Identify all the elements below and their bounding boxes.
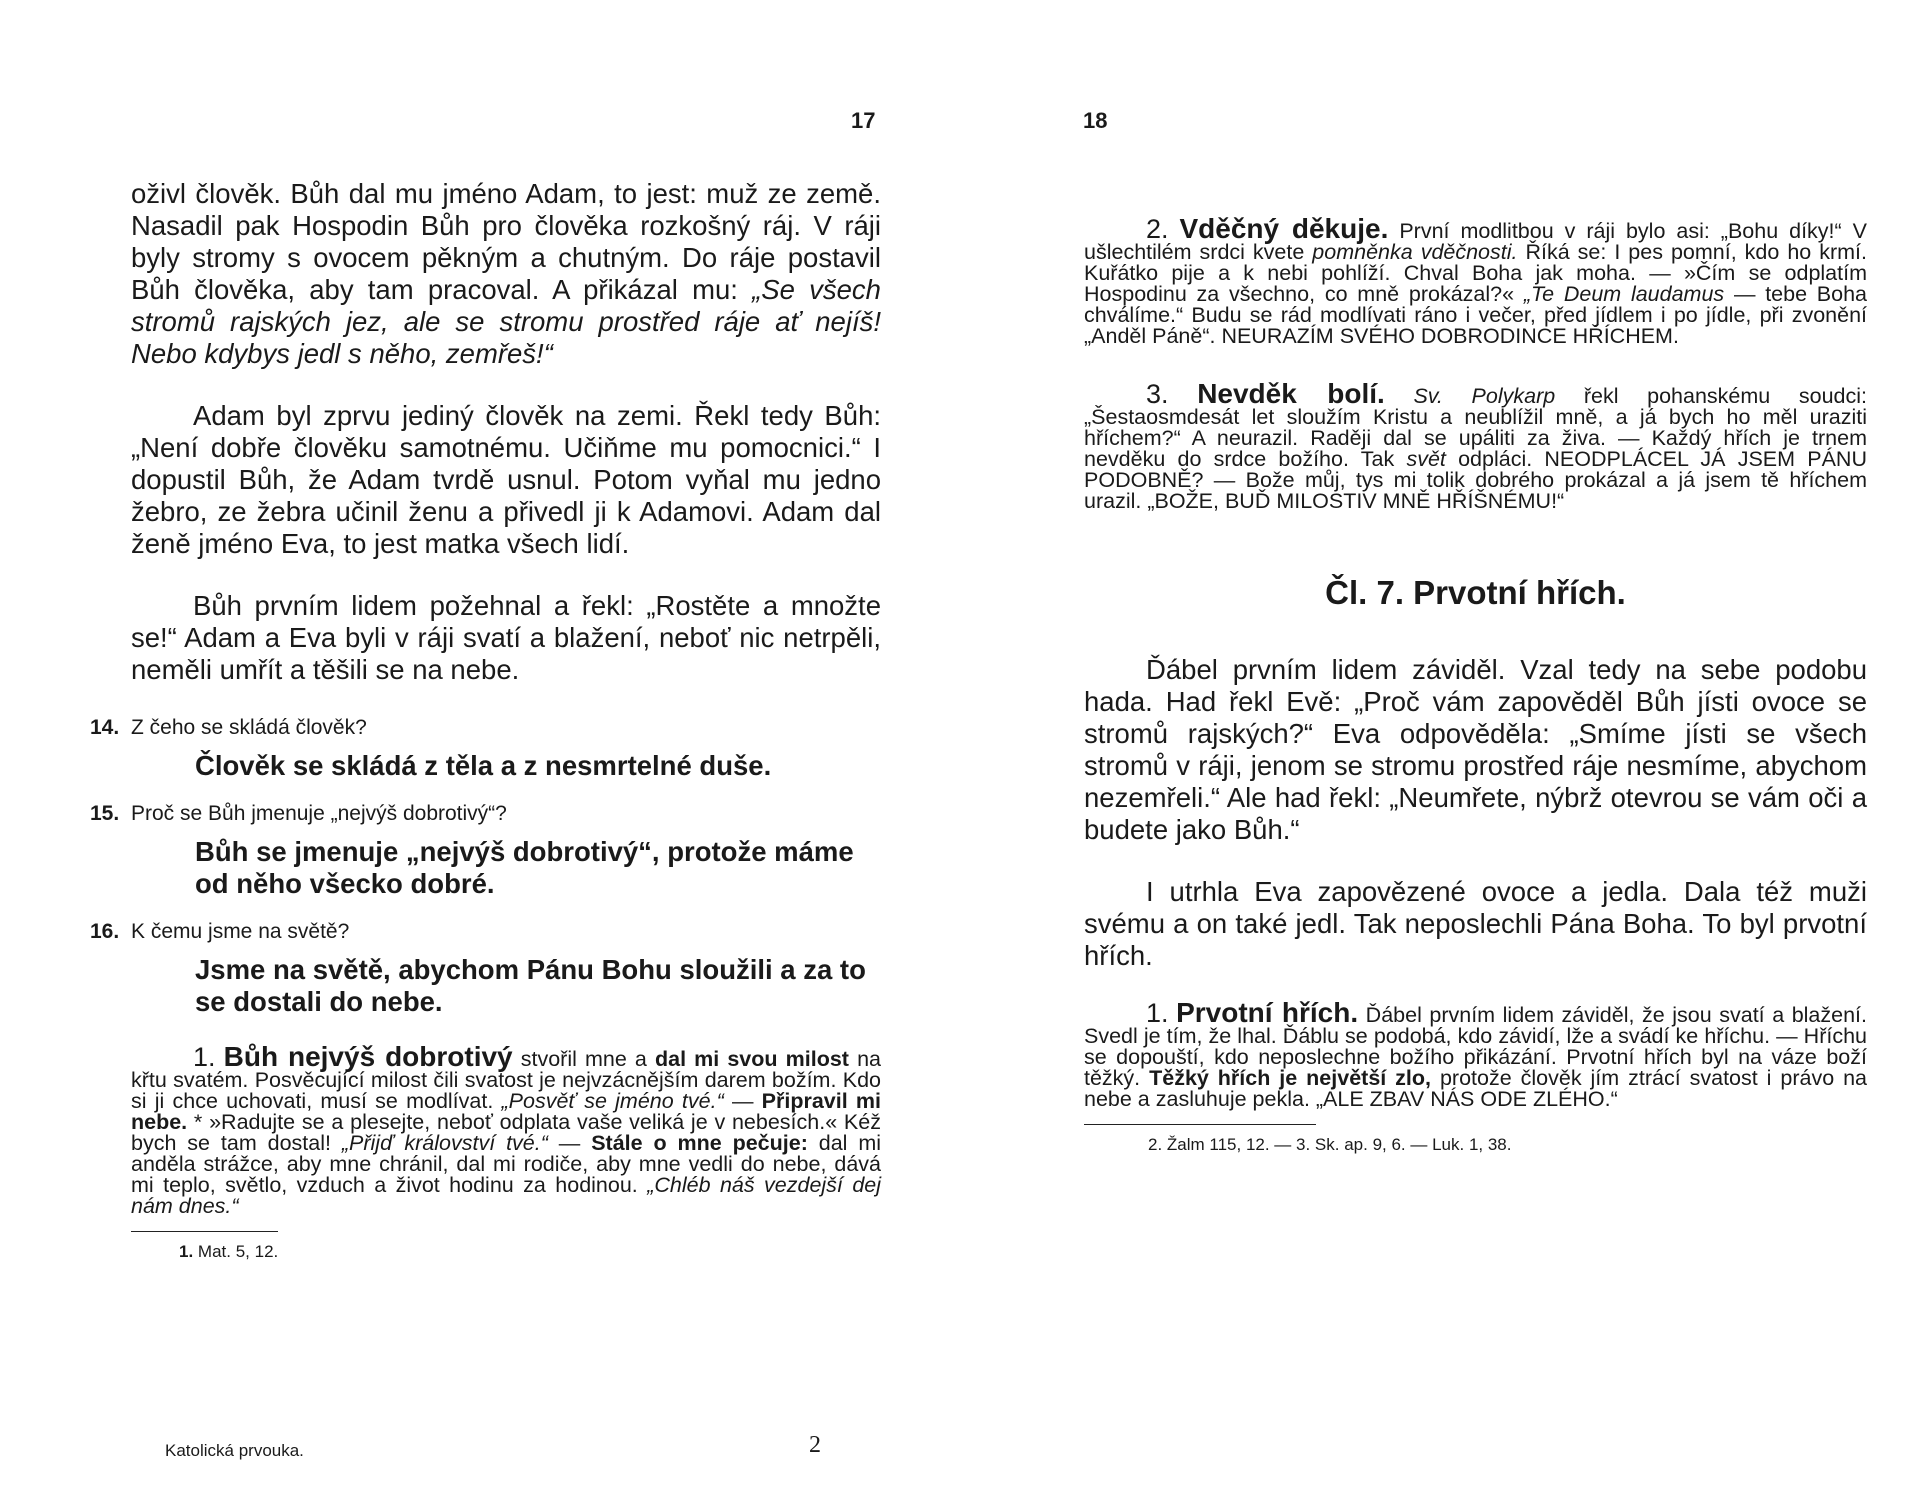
- text-run: protože člověk jím ztrácí svatost i právo na nebe a zasluhuje pekla. „ALE ZBAV NÁS ODE ZLÉHO.“: [1084, 1066, 1868, 1111]
- question-number: 14.: [90, 716, 120, 739]
- footnote: 2. Žalm 115, 12. — 3. Sk. ap. 9, 6. — Luk. 1, 38.: [1148, 1135, 1512, 1154]
- footnote: [131, 1242, 881, 1262]
- text-run: dal mi anděla strážce, aby mne chránil, dal mi rodiče, aby mne vedli do nebe, dává mi teplo, světlo, vzduch a život hodinu za hodinou.: [131, 1131, 882, 1197]
- item-number: 1.: [193, 1042, 216, 1072]
- right-page: [961, 0, 1922, 1500]
- paragraph-fall: I utrhla Eva zapovězené ovoce a jedla. Dala též muži svému a on také jedl. Tak neposlechli Pána Boha. To byl prvotní hřích.: [1084, 876, 1867, 971]
- text-run: odpláci. NEODPLÁCEL JÁ JSEM PÁNU PODOBNĚ? — Bože můj, tys mi tolik dobrého prokázal a já jsem tě hříchem urazil. „BOŽE, BUĎ MILOSTIV MNĚ HŘÍŠNÉMU!“: [1084, 447, 1867, 513]
- italic-run: Sv. Polykarp: [1384, 384, 1556, 408]
- text-run: Říká se: I pes pomní, kdo ho krmí. Kuřátko pije a k nebi pohlíží. Chval Boha jak moha. — »Čím se odplatím Hospodinu za všechno, co mně prokázal?«: [1084, 240, 1868, 306]
- paragraph-text: oživl člověk. Bůh dal mu jméno Adam, to jest: muž ze země. Nasadil pak Hospodin Bůh pro člověka rozkošný ráj. V ráji byly stromy s ovocem pěkným a chutným. Do ráje postavil Bůh člověka, aby tam pracoval. A přikázal mu:: [131, 178, 881, 305]
- italic-run: „Chléb náš vezdejší dej nám dnes.“: [131, 1173, 882, 1218]
- text-run: Ďábel prvním lidem záviděl, že jsou svatí a blažení. Svedl je tím, že lhal. Ďáblu se podobá, kdo závidí, lže a svádí ke hříchu. — Hříchu se dopouští, kdo neposlechne božího přikázání. Prvotní hřích byl na váze boží těžký.: [1084, 1003, 1867, 1090]
- paragraph-eve-creation: Adam byl zprvu jediný člověk na zemi. Řekl tedy Bůh: „Není dobře člověku samotnému. Učiňme mu pomocnici.“ I dopustil Bůh, že Adam tvrdě usnul. Potom vyňal mu jedno žebro, ze žebra učinil ženu a přivedl ji k Adamovi. Adam dal ženě jméno Eva, to jest matka všech lidí.: [131, 400, 881, 559]
- question-text: Z čeho se skládá člověk?: [131, 716, 367, 739]
- text-run: —: [723, 1089, 762, 1113]
- commentary-1: [1084, 997, 1868, 1111]
- text-run: — tebe Boha chválíme.“ Budu se rád modlívati ráno i večer, před jídlem i po jídle, při zvonění „Anděl Páně“. NEURAZÍM SVÉHO DOBRODINCE HŘÍCHEM.: [1084, 282, 1868, 348]
- answer-15: Bůh se jmenuje „nejvýš dobrotivý“, protože máme od něho všecko dobré.: [195, 836, 854, 899]
- italic-run: „Posvěť se jméno tvé.“: [501, 1089, 724, 1113]
- commentary-1: [131, 1041, 882, 1218]
- item-lead: Prvotní hřích.: [1176, 997, 1359, 1028]
- signature-number: 2: [809, 1432, 821, 1458]
- question-text: K čemu jsme na světě?: [131, 920, 350, 943]
- item-lead: Vděčný děkuje.: [1179, 213, 1389, 244]
- text-run: řekl pohanskému soudci: „Šestaosmdesát let sloužím Kristu a neublížil mně, a já bych ho měl uraziti hříchem?“ A neurazil. Raději dal se upáliti za živa. — Každý hřích je trnem nevděku do srdce božího. Tak: [1084, 384, 1868, 471]
- text-run: na křtu svatém. Posvěcující milost čili svatost je nejvzácnějším darem božím. Kdo si ji chce uchovati, musí se modlívat.: [131, 1047, 881, 1113]
- footnote-number: 1.: [179, 1242, 194, 1261]
- text-run: * »Radujte se a plesejte, neboť odplata vaše veliká je v nebesích.« Kéž bych se tam dostal!: [131, 1110, 881, 1155]
- question-16: [90, 920, 881, 944]
- commentary-2: [1084, 213, 1868, 348]
- right-column: [1084, 213, 1868, 1155]
- question-14: [90, 716, 881, 740]
- bold-run: Připravil mi nebe.: [131, 1089, 882, 1134]
- footnote-rule: [1084, 1124, 1316, 1125]
- footnote-rule: [131, 1231, 278, 1232]
- item-number: 3.: [1146, 379, 1169, 409]
- item-number: 2.: [1146, 214, 1169, 244]
- left-column: [90, 178, 882, 1262]
- command-quote: „Se všech stromů rajských jez, ale se stromu prostřed ráje ať nejíš! Nebo kdybys jedl s něho, zemřeš!“: [131, 274, 881, 369]
- text-run: První modlitbou v ráji bylo asi: „Bohu díky!“ V ušlechtilém srdci kvete: [1084, 219, 1867, 264]
- question-number: 15.: [90, 802, 120, 825]
- italic-run: „Te Deum laudamus: [1523, 282, 1725, 306]
- answer-14: Člověk se skládá z těla a z nesmrtelné duše.: [195, 750, 772, 781]
- page-number: 17: [851, 108, 876, 133]
- text-run: stvořil mne a: [512, 1047, 655, 1071]
- answer-16: Jsme na světě, abychom Pánu Bohu sloužili a za to se dostali do nebe.: [195, 954, 866, 1017]
- item-number: 1.: [1146, 998, 1169, 1028]
- question-15: [90, 802, 881, 826]
- paragraph-adam-name: [131, 178, 881, 370]
- bold-run: dal mi svou milost: [654, 1047, 849, 1071]
- question-text: Proč se Bůh jmenuje „nejvýš dobrotivý“?: [131, 802, 507, 825]
- bold-run: Stále o mne pečuje:: [591, 1131, 808, 1155]
- bold-run: Těžký hřích je největší zlo,: [1149, 1066, 1432, 1090]
- text-run: —: [547, 1131, 592, 1155]
- page-number: 18: [1083, 108, 1108, 133]
- item-lead: Bůh nejvýš dobrotivý: [223, 1041, 513, 1072]
- item-lead: Nevděk bolí.: [1197, 378, 1385, 409]
- chapter-heading: Čl. 7. Prvotní hřích.: [1325, 574, 1626, 611]
- question-number: 16.: [90, 920, 120, 943]
- paragraph-serpent: Ďábel prvním lidem záviděl. Vzal tedy na sebe podobu hada. Had řekl Evě: „Proč vám zapověděl Bůh jísti ovoce se stromů rajských?“ Eva odpověděla: „Smíme jísti se všech stromů v ráji, jenom se stromu prostřed ráje nesmíme, abychom nezemřeli.“ Ale had řekl: „Neumřete, nýbrž otevrou se vám oči a budete jako Bůh.“: [1084, 654, 1867, 845]
- italic-run: „Přijď království tvé.“: [341, 1131, 548, 1155]
- italic-run: pomněnka vděčnosti.: [1312, 240, 1518, 264]
- commentary-3: [1084, 378, 1868, 513]
- italic-run: svět: [1406, 447, 1446, 471]
- signature-title: Katolická prvouka.: [165, 1441, 304, 1460]
- footnote-text: Mat. 5, 12.: [197, 1242, 279, 1261]
- paragraph-blessing: Bůh prvním lidem požehnal a řekl: „Rostěte a množte se!“ Adam a Eva byli v ráji svatí a blažení, neboť nic netrpěli, neměli umřít a těšili se na nebe.: [131, 590, 881, 685]
